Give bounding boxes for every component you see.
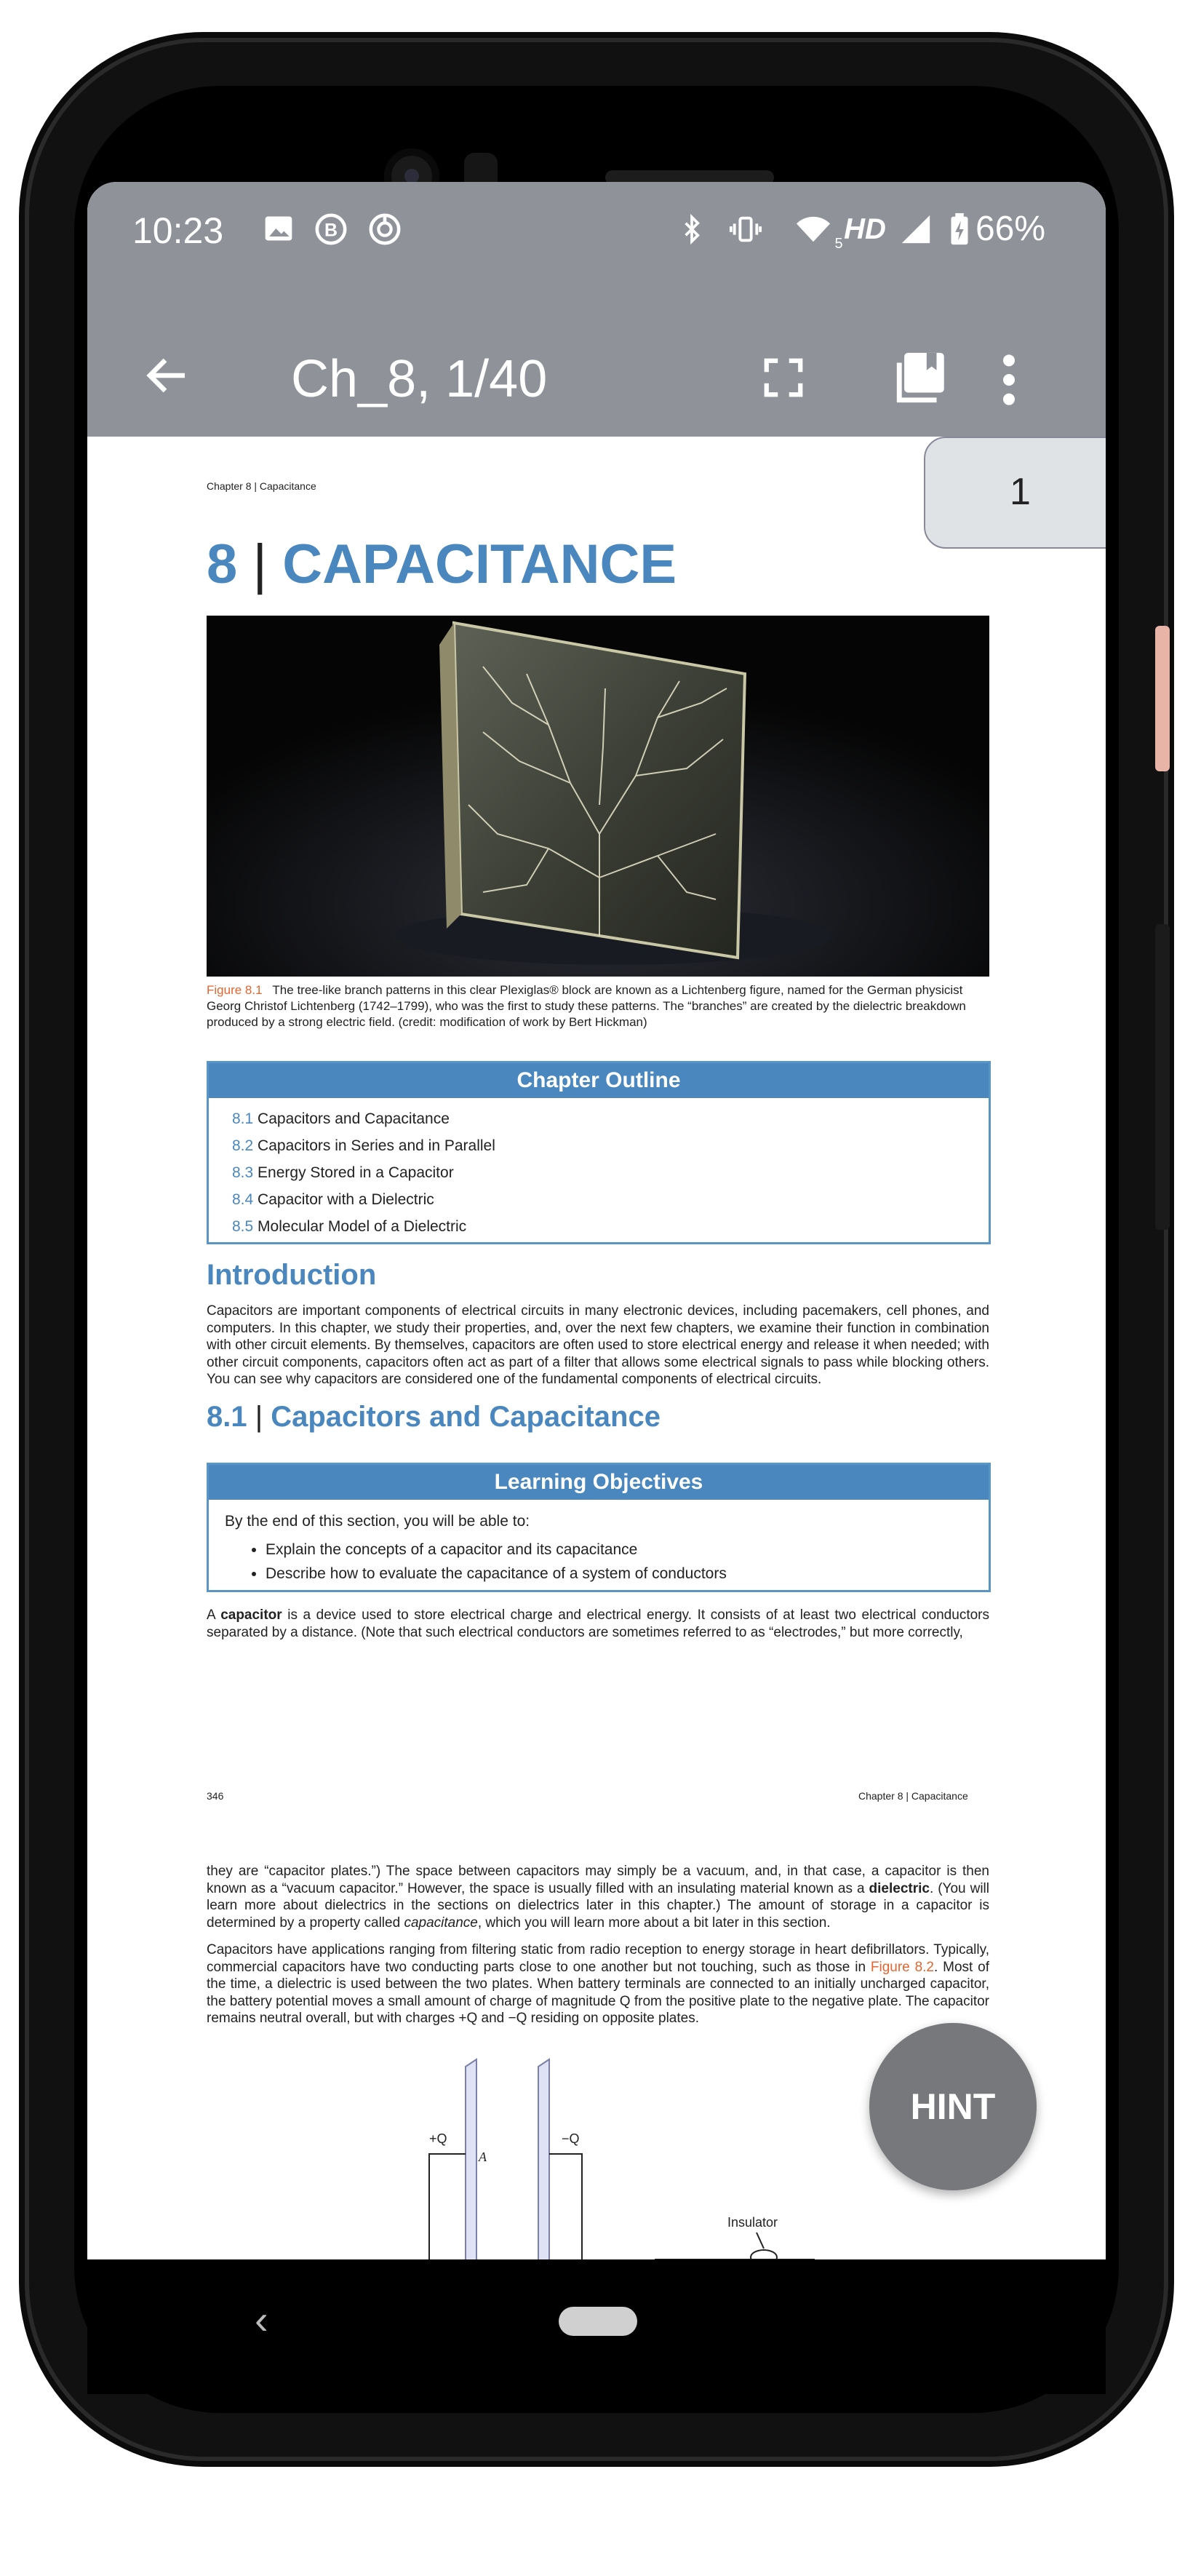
chapter-outline-box — [207, 1061, 991, 1244]
capacitor-definition-paragraph: A capacitor is a device used to store electrical charge and electrical energy. It consists of at least two electrical conductors separated by a distance. (Note that such electrical conductors are sometimes referred to as “electrodes,” but more correctly, — [207, 1607, 989, 1640]
b-circle-icon — [314, 212, 348, 246]
status-bar — [87, 182, 1106, 269]
volume-button — [1155, 924, 1170, 1230]
fullscreen-icon[interactable] — [761, 355, 806, 404]
bluetooth-icon — [675, 212, 709, 246]
signal-icon — [899, 212, 933, 246]
introduction-paragraph: Capacitors are important components of electrical circuits in many electronic devices, including pacemakers, cell phones, and computers. In this chapter, we study their properties, and, over the next few chapters, we examine their function in combination with other circuit elements. By themselves, capacitors are often used to store electrical energy and release it when needed; with other circuit components, capacitors often act as part of a filter that allows some electrical signals to pass while blocking others. You can see why capacitors are considered one of the fundamental components of electrical circuits. — [207, 1303, 989, 1387]
app-toolbar — [87, 269, 1106, 437]
navigation-bar — [87, 2259, 1106, 2394]
nav-home-pill[interactable] — [559, 2307, 637, 2336]
outline-item[interactable]: 8.2 Capacitors in Series and in Parallel — [232, 1137, 495, 1154]
figure-caption — [207, 982, 989, 1030]
objective-item: • Explain the concepts of a capacitor and its capacitance — [266, 1538, 989, 1562]
introduction-heading: Introduction — [207, 1259, 377, 1291]
capacitor-term: capacitor — [220, 1607, 282, 1623]
objective-item: • Describe how to evaluate the capacitance of a system of conductors — [266, 1562, 989, 1586]
vibrate-icon — [729, 212, 762, 246]
pdf-page-1[interactable] — [87, 437, 1106, 1834]
power-button — [1155, 626, 1170, 771]
nav-back-icon[interactable]: ‹ — [255, 2297, 268, 2342]
capacitor-diagram — [291, 2052, 946, 2259]
more-vert-icon[interactable] — [998, 351, 1020, 413]
area-label: A — [479, 2150, 487, 2164]
page-number-badge: 1 — [924, 437, 1106, 549]
screen — [87, 182, 1106, 2259]
pages-icon[interactable] — [892, 348, 951, 411]
chapter-title: 8 | CAPACITANCE — [207, 533, 677, 595]
lichtenberg-figure-image — [207, 616, 989, 977]
figure-caption-text: The tree-like branch patterns in this clear Plexiglas® block are known as a Lichtenberg figure, named for the German physicist Georg Christof Lichtenberg (1742–1799), who was the first to study these patterns. The “branches” are created by the dielectric breakdown produced by a strong electric field. (credit: modification of work by Bert Hickman) — [207, 983, 966, 1029]
chapter-outline-title: Chapter Outline — [209, 1063, 989, 1098]
outline-item[interactable]: 8.1 Capacitors and Capacitance — [232, 1110, 450, 1127]
objectives-intro: By the end of this section, you will be able to: — [225, 1513, 530, 1530]
wifi-badge: 5 — [834, 236, 843, 252]
document-title: Ch_8, 1/40 — [291, 350, 548, 408]
battery-level: 66% — [975, 210, 1046, 248]
footer-chapter: Chapter 8 | Capacitance — [858, 1790, 968, 1802]
insulator-label: Insulator — [727, 2215, 778, 2230]
learning-objectives-box — [207, 1463, 991, 1592]
page2-paragraph-2: Capacitors have applications ranging from filtering static from radio reception to energy storage in heart defibrillators. Typically, commercial capacitors have two conducting parts close to one another but not touching, such as those in Figure 8.2. Most of the time, a dielectric is used between the two plates. When battery terminals are connected to an initially uncharged capacitor, the battery potential moves a small amount of charge of magnitude Q from the positive plate to the negative plate. The capacitor remains neutral overall, but with charges +Q and −Q residing on opposite plates. — [207, 1942, 990, 2026]
outline-item[interactable]: 8.4 Capacitor with a Dielectric — [232, 1191, 434, 1208]
status-time: 10:23 — [132, 210, 224, 251]
sync-icon — [368, 212, 402, 246]
figure-8-2-link[interactable]: Figure 8.2 — [870, 1959, 934, 1975]
learning-objectives-title: Learning Objectives — [209, 1465, 989, 1500]
footer-page-number: 346 — [207, 1790, 224, 1802]
svg-text:B: B — [324, 220, 338, 241]
outline-item[interactable]: 8.5 Molecular Model of a Dielectric — [232, 1218, 467, 1235]
section-heading: 8.1 | Capacitors and Capacitance — [207, 1401, 661, 1433]
plus-q-label: +Q — [429, 2131, 447, 2146]
network-type: HD — [844, 213, 886, 245]
running-head: Chapter 8 | Capacitance — [207, 480, 316, 492]
minus-q-label: −Q — [562, 2131, 580, 2146]
outline-item[interactable]: 8.3 Energy Stored in a Capacitor — [232, 1164, 454, 1181]
image-icon — [262, 212, 295, 246]
figure-label: Figure 8.1 — [207, 983, 263, 997]
back-arrow-icon[interactable] — [141, 349, 193, 405]
hint-button[interactable]: HINT — [869, 2023, 1037, 2190]
page2-paragraph-1: they are “capacitor plates.”) The space between capacitors may simply be a vacuum, and, in that case, a capacitor is then known as a “vacuum capacitor.” However, the space is usually filled with an insulating material known as a dielectric. (You will learn more about dielectrics in the sections on dielectrics later in this chapter.) The amount of storage in a capacitor is determined by a property called capacitance, which you will learn more about a bit later in this section. — [207, 1864, 989, 1931]
